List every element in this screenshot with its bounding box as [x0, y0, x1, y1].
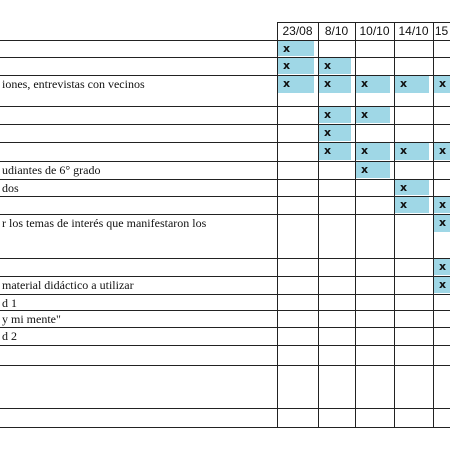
activity-label: y mi mente"	[2, 312, 61, 326]
x-mark: x	[400, 198, 408, 211]
x-mark: x	[439, 198, 447, 211]
x-mark: x	[361, 163, 369, 176]
activity-label: dos	[2, 181, 19, 195]
column-divider	[277, 22, 278, 427]
column-header-date: 10/10	[359, 24, 390, 38]
row-divider	[0, 106, 450, 107]
x-mark: x	[400, 77, 408, 90]
x-mark: x	[324, 108, 332, 121]
activity-label: udiantes de 6° grado	[2, 163, 101, 177]
x-mark: x	[283, 59, 291, 72]
column-divider	[433, 22, 434, 427]
x-mark: x	[361, 77, 369, 90]
x-mark: x	[324, 59, 332, 72]
row-divider	[0, 124, 450, 125]
row-divider	[0, 345, 450, 346]
row-divider	[0, 408, 450, 409]
activity-label: d 2	[2, 329, 17, 343]
row-divider	[0, 258, 450, 259]
activity-label: iones, entrevistas con vecinos	[2, 77, 145, 91]
x-mark: x	[361, 144, 369, 157]
x-mark: x	[324, 144, 332, 157]
row-divider	[0, 276, 450, 277]
column-divider	[355, 22, 356, 427]
row-divider	[0, 427, 450, 428]
x-mark: x	[439, 278, 447, 291]
x-mark: x	[361, 108, 369, 121]
activity-label: material didáctico a utilizar	[2, 278, 134, 292]
row-divider	[0, 75, 450, 76]
column-header-date: 14/10	[398, 24, 429, 38]
column-header-date: 8/10	[324, 24, 349, 38]
row-divider	[0, 40, 450, 41]
row-divider	[0, 142, 450, 143]
row-divider	[0, 214, 450, 215]
row-divider	[0, 310, 450, 311]
column-header-date: 23/08	[282, 24, 313, 38]
column-divider	[394, 22, 395, 427]
row-divider	[0, 179, 450, 180]
row-divider	[0, 161, 450, 162]
row-divider	[0, 57, 450, 58]
activity-label: r los temas de interés que manifestaron los	[2, 216, 207, 230]
row-divider	[0, 196, 450, 197]
x-mark: x	[283, 77, 291, 90]
x-mark: x	[324, 126, 332, 139]
row-divider	[0, 365, 450, 366]
x-mark: x	[400, 181, 408, 194]
x-mark: x	[439, 260, 447, 273]
x-mark: x	[283, 42, 291, 55]
x-mark: x	[400, 144, 408, 157]
column-divider	[318, 22, 319, 427]
row-divider	[0, 327, 450, 328]
row-divider	[0, 294, 450, 295]
x-mark: x	[439, 144, 447, 157]
x-mark: x	[439, 77, 447, 90]
column-header-date: 15	[434, 24, 449, 38]
x-mark: x	[324, 77, 332, 90]
activity-label: d 1	[2, 296, 17, 310]
x-mark: x	[439, 216, 447, 229]
